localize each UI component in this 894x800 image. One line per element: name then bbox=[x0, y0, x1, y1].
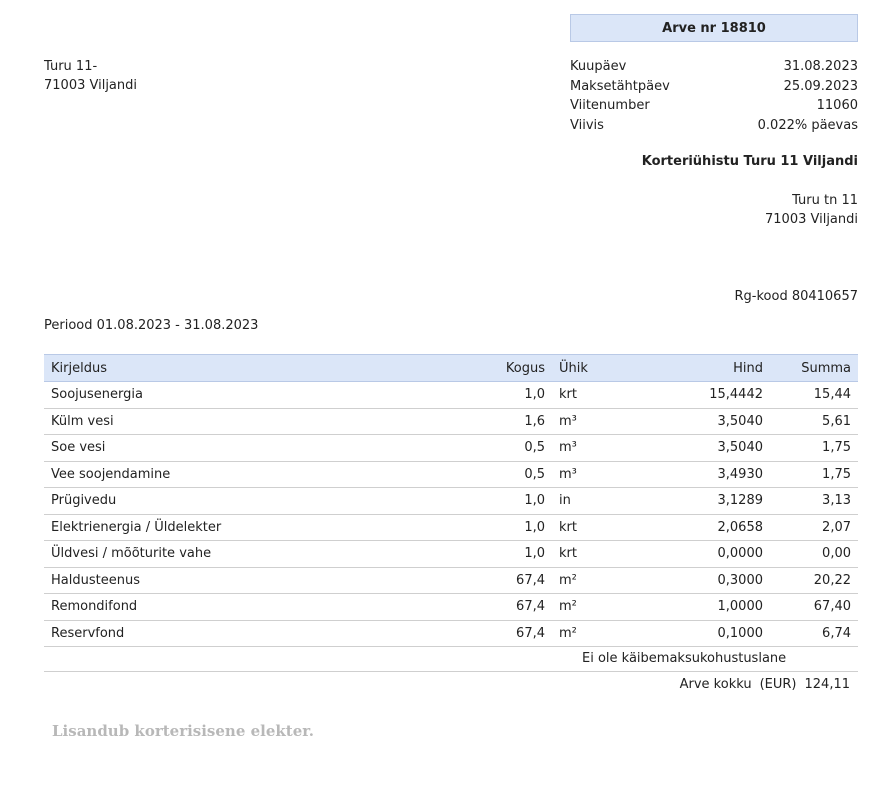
cell-price: 3,5040 bbox=[616, 408, 770, 435]
cell-unit: m² bbox=[552, 620, 616, 647]
meta-label: Viitenumber bbox=[570, 98, 650, 113]
total-label: Arve kokku bbox=[679, 677, 752, 692]
cell-quantity: 1,0 bbox=[478, 382, 552, 409]
cell-sum: 1,75 bbox=[770, 435, 858, 462]
meta-value: 11060 bbox=[816, 98, 858, 113]
cell-description: Reservfond bbox=[44, 620, 478, 647]
column-header-quantity: Kogus bbox=[478, 355, 552, 382]
cell-description: Külm vesi bbox=[44, 408, 478, 435]
meta-value: 0.022% päevas bbox=[757, 117, 858, 133]
seller-address-line2: 71003 Viljandi bbox=[765, 212, 858, 227]
cell-sum: 5,61 bbox=[770, 408, 858, 435]
table-header-row bbox=[44, 355, 858, 382]
cell-quantity: 1,0 bbox=[478, 514, 552, 541]
cell-unit: krt bbox=[552, 514, 616, 541]
billing-period: Periood 01.08.2023 - 31.08.2023 bbox=[44, 318, 259, 333]
cell-quantity: 67,4 bbox=[478, 567, 552, 594]
invoice-total bbox=[680, 677, 850, 692]
cell-description: Soojusenergia bbox=[44, 382, 478, 409]
table-row bbox=[44, 620, 858, 647]
meta-row-reference bbox=[570, 96, 858, 116]
table-row bbox=[44, 541, 858, 568]
column-header-sum: Summa bbox=[770, 355, 858, 382]
cell-sum: 1,75 bbox=[770, 461, 858, 488]
cell-price: 0,3000 bbox=[616, 567, 770, 594]
invoice-items-table bbox=[44, 354, 858, 647]
seller-regcode: Rg-kood 80410657 bbox=[734, 289, 858, 304]
cell-quantity: 1,6 bbox=[478, 408, 552, 435]
cell-description: Haldusteenus bbox=[44, 567, 478, 594]
cell-sum: 2,07 bbox=[770, 514, 858, 541]
vat-status-note: Ei ole käibemaksukohustuslane bbox=[582, 651, 787, 666]
cell-description: Soe vesi bbox=[44, 435, 478, 462]
seller-name: Korteriühistu Turu 11 Viljandi bbox=[641, 154, 858, 169]
cell-quantity: 1,0 bbox=[478, 541, 552, 568]
cell-description: Vee soojendamine bbox=[44, 461, 478, 488]
cell-description: Üldvesi / mõõturite vahe bbox=[44, 541, 478, 568]
cell-sum: 20,22 bbox=[770, 567, 858, 594]
table-row bbox=[44, 567, 858, 594]
table-row bbox=[44, 461, 858, 488]
cell-price: 3,4930 bbox=[616, 461, 770, 488]
meta-label: Viivis bbox=[570, 117, 604, 133]
invoice-title: Arve nr 18810 bbox=[570, 14, 858, 42]
column-header-unit: Ühik bbox=[552, 355, 616, 382]
table-row bbox=[44, 488, 858, 515]
cell-price: 3,1289 bbox=[616, 488, 770, 515]
buyer-address-line2: 71003 Viljandi bbox=[44, 78, 137, 93]
invoice-meta bbox=[570, 57, 858, 135]
total-divider bbox=[44, 671, 858, 672]
meta-row-due-date bbox=[570, 77, 858, 97]
cell-unit: m³ bbox=[552, 461, 616, 488]
table-row bbox=[44, 514, 858, 541]
seller-address-line1: Turu tn 11 bbox=[792, 193, 858, 208]
cell-price: 0,0000 bbox=[616, 541, 770, 568]
cell-description: Elektrienergia / Üldelekter bbox=[44, 514, 478, 541]
meta-value: 25.09.2023 bbox=[783, 78, 858, 94]
cell-price: 15,4442 bbox=[616, 382, 770, 409]
cell-price: 3,5040 bbox=[616, 435, 770, 462]
cell-price: 1,0000 bbox=[616, 594, 770, 621]
cell-sum: 6,74 bbox=[770, 620, 858, 647]
cell-price: 2,0658 bbox=[616, 514, 770, 541]
cell-price: 0,1000 bbox=[616, 620, 770, 647]
cell-description: Remondifond bbox=[44, 594, 478, 621]
cell-unit: m³ bbox=[552, 435, 616, 462]
cell-sum: 15,44 bbox=[770, 382, 858, 409]
meta-row-date bbox=[570, 57, 858, 77]
cell-quantity: 67,4 bbox=[478, 620, 552, 647]
meta-label: Kuupäev bbox=[570, 59, 627, 74]
cell-unit: krt bbox=[552, 382, 616, 409]
cell-quantity: 1,0 bbox=[478, 488, 552, 515]
meta-label: Maksetähtpäev bbox=[570, 78, 670, 94]
meta-row-penalty bbox=[570, 116, 858, 136]
cell-quantity: 67,4 bbox=[478, 594, 552, 621]
cell-sum: 67,40 bbox=[770, 594, 858, 621]
cell-quantity: 0,5 bbox=[478, 461, 552, 488]
meta-value: 31.08.2023 bbox=[783, 59, 858, 74]
cell-unit: m³ bbox=[552, 408, 616, 435]
cell-quantity: 0,5 bbox=[478, 435, 552, 462]
cell-sum: 3,13 bbox=[770, 488, 858, 515]
cell-unit: in bbox=[552, 488, 616, 515]
buyer-address-line1: Turu 11- bbox=[44, 59, 98, 74]
extra-note: Lisandub korterisisene elekter. bbox=[52, 722, 314, 740]
total-value: 124,11 bbox=[804, 677, 850, 692]
table-row bbox=[44, 435, 858, 462]
table-row bbox=[44, 382, 858, 409]
table-row bbox=[44, 594, 858, 621]
cell-description: Prügivedu bbox=[44, 488, 478, 515]
cell-unit: krt bbox=[552, 541, 616, 568]
cell-unit: m² bbox=[552, 594, 616, 621]
table-row bbox=[44, 408, 858, 435]
cell-unit: m² bbox=[552, 567, 616, 594]
cell-sum: 0,00 bbox=[770, 541, 858, 568]
column-header-price: Hind bbox=[616, 355, 770, 382]
total-currency: (EUR) bbox=[759, 677, 797, 692]
column-header-description: Kirjeldus bbox=[44, 355, 478, 382]
